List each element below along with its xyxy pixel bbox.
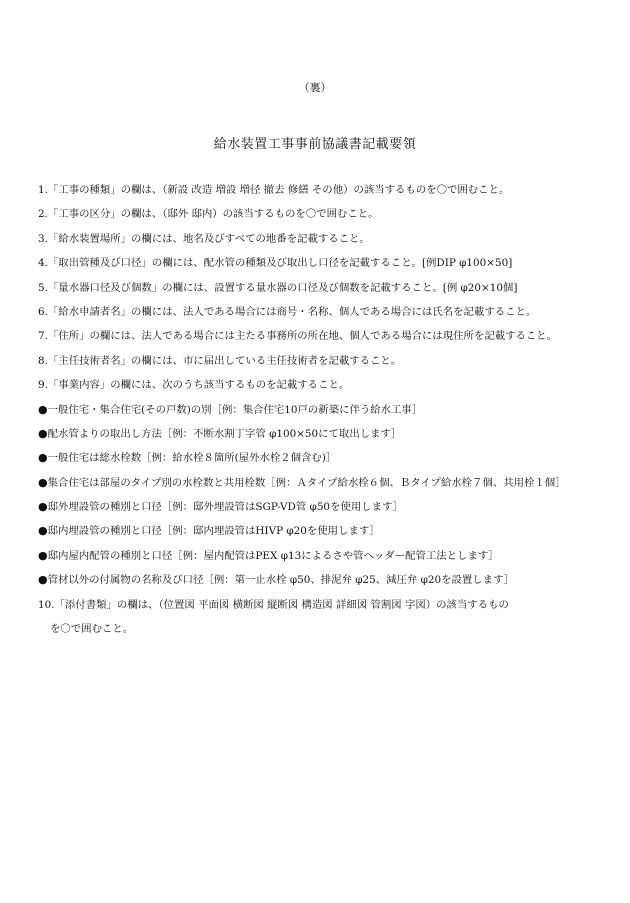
item-text: 「添付書類」の欄は、（位置図 平面図 横断図 縦断図 構造図 詳細図 管割図 字図）の該当するもの	[54, 598, 509, 611]
instructions-list	[38, 178, 598, 641]
bullet-icon: ●	[38, 402, 48, 416]
item-number: 8.	[38, 354, 48, 367]
page-side-label: （裏）	[298, 81, 332, 94]
bullet-icon: ●	[38, 548, 48, 562]
item-text: 「主任技術者名」の欄には、市に届出している主任技術者を記載すること。	[47, 354, 402, 367]
item-text: 「住所」の欄には、法人である場合には主たる事務所の所在地、個人である場合には現住所を記載すること。	[47, 330, 558, 343]
item-text: 「給水装置場所」の欄には、地名及びすべての地番を記載すること。	[47, 232, 370, 245]
bullet-text: 一般住宅・集合住宅(その戸数)の別［例：集合住宅10戸の新築に伴う給水工事］	[47, 403, 423, 416]
bullet-item	[38, 568, 598, 592]
list-item-4	[38, 251, 598, 275]
bullet-text: 邸内屋内配管の種別と口径［例：屋内配管はPEX φ13によるさや管ヘッダー配管工法とします］	[47, 549, 499, 562]
item-number: 7.	[38, 330, 48, 343]
list-item-3	[38, 227, 598, 251]
bullet-icon: ●	[38, 573, 48, 587]
bullet-icon: ●	[38, 500, 48, 514]
list-item-7	[38, 324, 598, 348]
bullet-icon: ●	[38, 475, 48, 489]
bullet-text: 邸内埋設管の種別と口径［例：邸内埋設管はHIVP φ20を使用します］	[47, 525, 380, 538]
document-title: 給水装置工事事前協議書記載要領	[213, 137, 417, 152]
item-text: 「量水器口径及び個数」の欄には、設置する量水器の口径及び個数を記載すること。[例 φ20×10個]	[47, 281, 518, 294]
item-number: 10.	[38, 598, 55, 611]
bullet-text: 管材以外の付属物の名称及び口径［例：第一止水栓 φ50、排泥弁 φ25、減圧弁 φ20を設置します］	[47, 574, 514, 587]
item-number: 1.	[38, 184, 48, 196]
bullet-item	[38, 422, 598, 446]
list-item-10-continuation: を〇で囲むこと。	[50, 623, 134, 636]
bullet-text: 邸外埋設管の種別と口径［例：邸外埋設管はSGP-VD管 φ50を使用します］	[47, 501, 403, 514]
bullet-icon: ●	[38, 524, 48, 538]
bullet-item	[38, 446, 598, 470]
item-text: 「事業内容」の欄には、次のうち該当するものを記載すること。	[47, 379, 350, 392]
list-item-9	[38, 373, 598, 397]
list-item-2	[38, 202, 598, 226]
item-number: 2.	[38, 208, 48, 221]
list-item-6	[38, 300, 598, 324]
bullet-text: 集合住宅は部屋のタイプ別の水栓数と共用栓数［例：Ａタイプ給水栓６個、Ｂタイプ給水栓７個、共用栓１個］	[47, 476, 566, 489]
bullet-item	[38, 544, 598, 568]
bullet-text: 配水管よりの取出し方法［例：不断水割丁字管 φ100×50にて取出します］	[47, 427, 402, 440]
item-text: 「取出管種及び口径」の欄には、配水管の種類及び取出し口径を記載すること。[例DIP φ100×50]	[47, 257, 513, 270]
bullet-item	[38, 398, 598, 422]
item-number: 4.	[38, 257, 48, 270]
bullet-item	[38, 471, 598, 495]
list-item-10	[38, 593, 598, 617]
item-text: 「工事の種類」の欄は、（新設 改造 増設 増径 撤去 修繕 その他）の該当するものを〇で囲むこと。	[47, 184, 510, 196]
bullet-item	[38, 495, 598, 519]
item-number: 9.	[38, 379, 48, 392]
item-text: 「給水申請者名」の欄には、法人である場合には商号・名称、個人である場合には氏名を記載すること。	[47, 305, 537, 318]
item-number: 5.	[38, 281, 48, 294]
list-item-8	[38, 349, 598, 373]
item-number: 3.	[38, 232, 48, 245]
bullet-icon: ●	[38, 426, 48, 440]
item-number: 6.	[38, 305, 48, 318]
bullet-icon: ●	[38, 451, 48, 465]
list-item-1	[38, 178, 598, 202]
bullet-text: 一般住宅は総水栓数［例：給水栓８箇所(屋外水栓２個含む)］	[47, 452, 337, 465]
bullet-item	[38, 519, 598, 543]
list-item-5	[38, 276, 598, 300]
item-text: 「工事の区分」の欄は、（邸外 邸内）の該当するものを〇で囲むこと。	[47, 208, 379, 221]
